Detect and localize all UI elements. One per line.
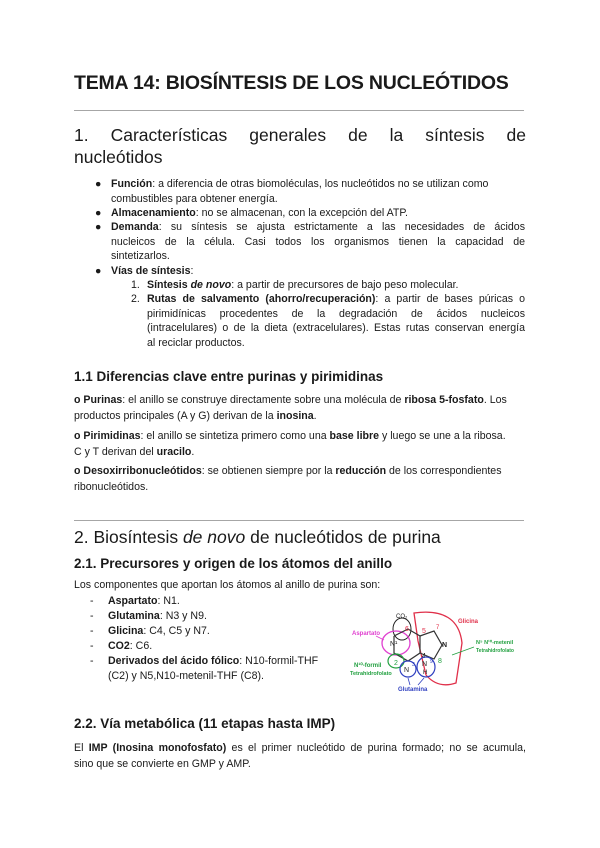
bullet-dot: ● <box>95 265 102 277</box>
precursor-glutamina: - Glutamina: N3 y N9. <box>90 610 207 622</box>
formil-label-1: N¹⁰-formil <box>354 663 382 669</box>
precursor-folato: - Derivados del ácido fólico: N10-formil-THF (C2) y N5,N10-metenil-THF (C8). <box>90 655 319 682</box>
atom-c5-num: 5 <box>422 628 426 635</box>
atom-n7-num: 7 <box>436 625 440 631</box>
section2-1-intro: Los componentes que aportan los átomos al anillo de purina son: <box>74 579 381 591</box>
paragraph-desoxi: o Desoxirribonucleótidos: se obtienen siempre por la reducción de los correspondientes ribonucleótidos. <box>74 465 502 493</box>
precursor-aspartato: - Aspartato: N1. <box>90 595 180 607</box>
title-divider <box>74 110 524 111</box>
subitem-salvamento: 2. Rutas de salvamento (ahorro/recuperación): a partir de bases púricas o pirimidínicas procedentes de la degradación de ácidos nucleicos (intracelulares) o de la dieta (extracelulares). Estas rutas conservan energía al reciclar productos. <box>131 293 525 349</box>
section2-1-heading: 2.1. Precursores y origen de los átomos del anillo <box>74 556 393 571</box>
subitem-de-novo: 1. Síntesis de novo: a partir de precursores de bajo peso molecular. <box>131 279 459 291</box>
atom-n9: N <box>422 661 428 668</box>
section2-2-heading: 2.2. Vía metabólica (11 etapas hasta IMP) <box>74 716 336 731</box>
precursor-glicina: - Glicina: C4, C5 y N7. <box>90 625 210 637</box>
aspartato-label: Aspartato <box>352 631 381 637</box>
bullet-funcion: ● Función: a diferencia de otras biomoléculas, los nucleótidos no se utilizan como combustibles para obtener energía. <box>95 178 489 205</box>
atom-n3-num: 3 <box>412 662 415 668</box>
paragraph-purinas: o Purinas: el anillo se construye directamente sobre una molécula de ribosa 5-fosfato. Los productos principales (A y G) derivan de la inosina. <box>74 394 507 422</box>
paragraph-pirimidinas: o Pirimidinas: el anillo se sintetiza primero como una base libre y luego se une a la ribosa. C y T derivan del uracilo. <box>74 430 506 458</box>
bullet-almacenamiento: ● Almacenamiento: no se almacenan, con la excepción del ATP. <box>95 207 408 219</box>
section2-heading: 2. Biosíntesis de novo de nucleótidos de purina <box>74 527 441 547</box>
atom-c8-num: 8 <box>438 658 442 665</box>
co2-label: CO₂ <box>396 614 408 620</box>
atom-c6-num: 6 <box>405 626 409 633</box>
atom-n9-num: 9 <box>430 659 433 665</box>
formil-label-2: Tetrahidrofolato <box>350 671 392 677</box>
glicina-label: Glicina <box>458 619 479 625</box>
bullet-dot: ● <box>95 207 102 219</box>
section1-heading-line1: 1. Características generales de la síntesis de <box>74 125 526 145</box>
bullet-dot: ● <box>95 221 102 233</box>
metenil-label-2: Tetrahidrofolato <box>476 648 514 654</box>
metenil-label-1: N⁵ N¹⁰-metenil <box>476 640 514 646</box>
atom-n1: N¹ <box>390 641 398 648</box>
atom-h: H <box>423 670 428 676</box>
section1-1-heading: 1.1 Diferencias clave entre purinas y pirimidinas <box>74 369 384 384</box>
atom-n3: N <box>404 667 410 674</box>
bullet-dot: ● <box>95 178 102 190</box>
precursor-co2: - CO2: C6. <box>90 640 153 652</box>
atom-c4-num: 4 <box>422 653 426 660</box>
section1-heading-line2: nucleótidos <box>74 147 163 167</box>
purine-origin-diagram <box>338 603 528 696</box>
document-title: TEMA 14: BIOSÍNTESIS DE LOS NUCLEÓTIDOS <box>74 72 509 94</box>
section-divider <box>74 520 524 521</box>
bullet-demanda: ● Demanda: su síntesis se ajusta estrictamente a las necesidades de ácidos nucleicos de la célula. Casi todos los organismos tienen la capacidad de sintetizarlos. <box>95 221 525 262</box>
atom-c2-num: 2 <box>394 660 398 667</box>
section2-2-paragraph: El IMP (Inosina monofosfato) es el primer nucleótido de purina formado; no se acumula, sino que se convierte en GMP y AMP. <box>74 742 526 770</box>
atom-n7: N <box>442 642 448 649</box>
glutamina-label: Glutamina <box>398 687 428 693</box>
bullet-vias: ● Vías de síntesis: <box>95 265 194 277</box>
